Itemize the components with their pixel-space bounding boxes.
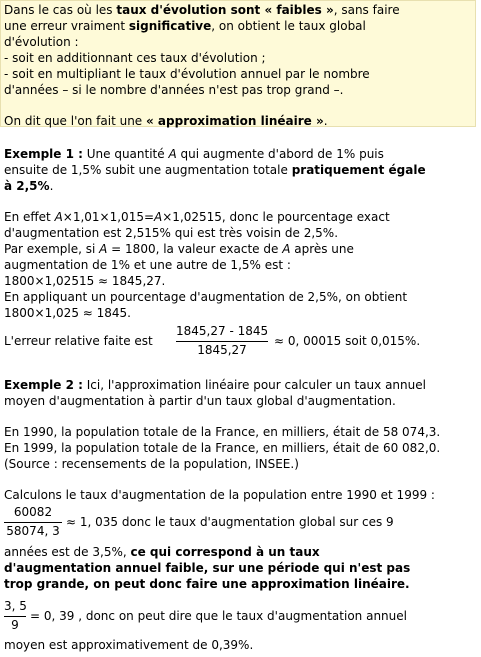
ex2-line-4: En 1999, la population totale de la France, en milliers, était de 60 082,0. [4, 441, 441, 455]
box-line-2: une erreur vraiment significative, on obtient le taux global [4, 19, 366, 33]
fraction-numerator: 60082 [13, 505, 53, 519]
ex1-line-6: Par exemple, si A = 1800, la valeur exacte de A après une [4, 242, 354, 256]
ex2-line-5: (Source : recensements de la population, INSEE.) [4, 457, 299, 471]
ex1-heading: Exemple 1 : [4, 147, 83, 161]
ex2-line-10: moyen est approximativement de 0,39%. [4, 638, 254, 652]
box-line-1: Dans le cas où les taux d'évolution sont « faibles », sans faire [4, 3, 400, 17]
box-line-7: On dit que l'on fait une « approximation linéaire ». [4, 114, 328, 128]
fraction-bar [4, 522, 62, 523]
ex1-line-7: augmentation de 1% et une autre de 1,5% est : [4, 258, 291, 272]
ex1-line-10: 1800×1,025 ≈ 1845. [4, 306, 131, 320]
ex1-error-label: L'erreur relative faite est [4, 334, 153, 348]
fraction-numerator: 3, 5 [4, 599, 27, 613]
ex1-line-3: à 2,5%. [4, 179, 54, 193]
fraction-bar [176, 341, 268, 342]
box-line-5: - soit en multipliant le taux d'évolution annuel par le nombre [4, 67, 370, 81]
ex1-line-8: 1800×1,02515 ≈ 1845,27. [4, 274, 166, 288]
ex2-line-2: moyen d'augmentation à partir d'un taux global d'augmentation. [4, 394, 396, 408]
fraction-denominator: 9 [11, 618, 19, 632]
box-line-6: d'années – si le nombre d'années n'est pas trop grand –. [4, 83, 344, 97]
box-line-4: - soit en additionnant ces taux d'évolution ; [4, 51, 266, 65]
term-faibles: taux d'évolution sont « faibles » [116, 3, 334, 17]
fraction-bar [4, 616, 26, 617]
term-significative: significative [128, 19, 212, 33]
fraction-numerator: 1845,27 - 1845 [176, 324, 269, 338]
ex1-line-9: En appliquant un pourcentage d'augmentation de 2,5%, on obtient [4, 290, 408, 304]
fraction-denominator: 58074, 3 [6, 524, 60, 538]
ex2-annual-result: = 0, 39 , donc on peut dire que le taux d'augmentation annuel [30, 609, 407, 623]
ex2-line-9: trop grande, on peut donc faire une approximation linéaire. [4, 577, 410, 591]
ex2-ratio-result: ≈ 1, 035 donc le taux d'augmentation global sur ces 9 [66, 515, 394, 529]
ex2-annual-fraction [4, 599, 26, 635]
ex1-line-1: Exemple 1 : Une quantité A qui augmente d'abord de 1% puis [4, 147, 384, 161]
ex2-line-3: En 1990, la population totale de la France, en milliers, était de 58 074,3. [4, 425, 441, 439]
ex2-heading: Exemple 2 : [4, 378, 83, 392]
ex1-error-fraction [176, 324, 268, 360]
ex2-line-8: d'augmentation annuel faible, sur une période qui n'est pas [4, 561, 411, 575]
ex1-line-2: ensuite de 1,5% subit une augmentation totale pratiquement égale [4, 163, 426, 177]
term-approximation-lineaire: « approximation linéaire » [146, 114, 324, 128]
ex2-ratio-fraction [4, 505, 62, 541]
ex1-error-result: ≈ 0, 00015 soit 0,015%. [274, 334, 421, 348]
box-line-3: d'évolution : [4, 35, 79, 49]
ex2-line-1: Exemple 2 : Ici, l'approximation linéaire pour calculer un taux annuel [4, 378, 426, 392]
ex1-line-4: En effet A×1,01×1,015=A×1,02515, donc le pourcentage exact [4, 210, 390, 224]
ex1-line-5: d'augmentation est 2,515% qui est très voisin de 2,5%. [4, 226, 339, 240]
ex2-line-6: Calculons le taux d'augmentation de la population entre 1990 et 1999 : [4, 488, 435, 502]
fraction-denominator: 1845,27 [197, 343, 247, 357]
ex2-line-7: années est de 3,5%, ce qui correspond à un taux [4, 545, 320, 559]
